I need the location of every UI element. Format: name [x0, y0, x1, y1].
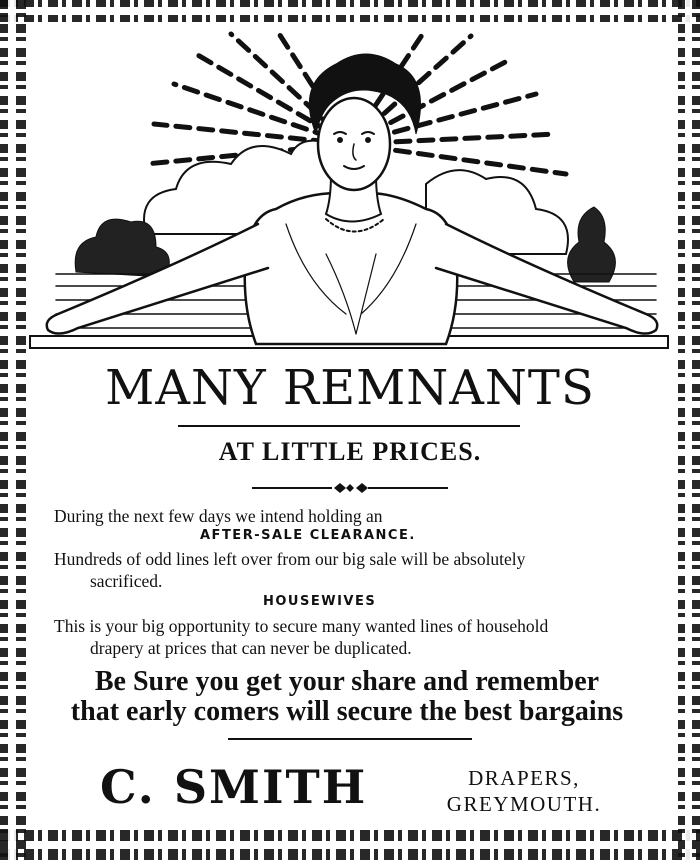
- clearance-heading: AFTER-SALE CLEARANCE.: [200, 528, 416, 543]
- merchant-trade: DRAPERS,: [468, 766, 580, 790]
- housewives-heading: HOUSEWIVES: [263, 594, 377, 609]
- callout-line-2: that early comers will secure the best bargains: [70, 696, 624, 727]
- callout-line-1: Be Sure you get your share and remember: [94, 666, 600, 697]
- divider-rule-lower: [228, 738, 472, 740]
- intro-line: During the next few days we intend holding an: [54, 506, 383, 526]
- divider-rule: [178, 425, 520, 427]
- paragraph-2-line-2: drapery at prices that can never be duplicated.: [90, 638, 412, 658]
- merchant-name: C. SMITH: [100, 760, 368, 814]
- paragraph-2-line-1: This is your big opportunity to secure many wanted lines of household: [54, 616, 549, 636]
- ornamental-border-bottom: [0, 830, 700, 860]
- ornamental-border-left: [0, 0, 26, 860]
- subheadline: AT LITTLE PRICES.: [218, 437, 482, 466]
- ornamental-border-right: [678, 0, 700, 860]
- woman-with-outstretched-arms-sunburst-icon: [26, 24, 674, 356]
- merchant-town: GREYMOUTH.: [446, 792, 602, 816]
- headline: MANY REMNANTS: [105, 360, 595, 416]
- paragraph-1-line-1: Hundreds of odd lines left over from our big sale will be absolutely: [54, 549, 526, 569]
- ornament-flourish-icon: [252, 480, 448, 496]
- ornamental-border-top: [0, 0, 700, 22]
- paragraph-1-line-2: sacrificed.: [90, 571, 163, 591]
